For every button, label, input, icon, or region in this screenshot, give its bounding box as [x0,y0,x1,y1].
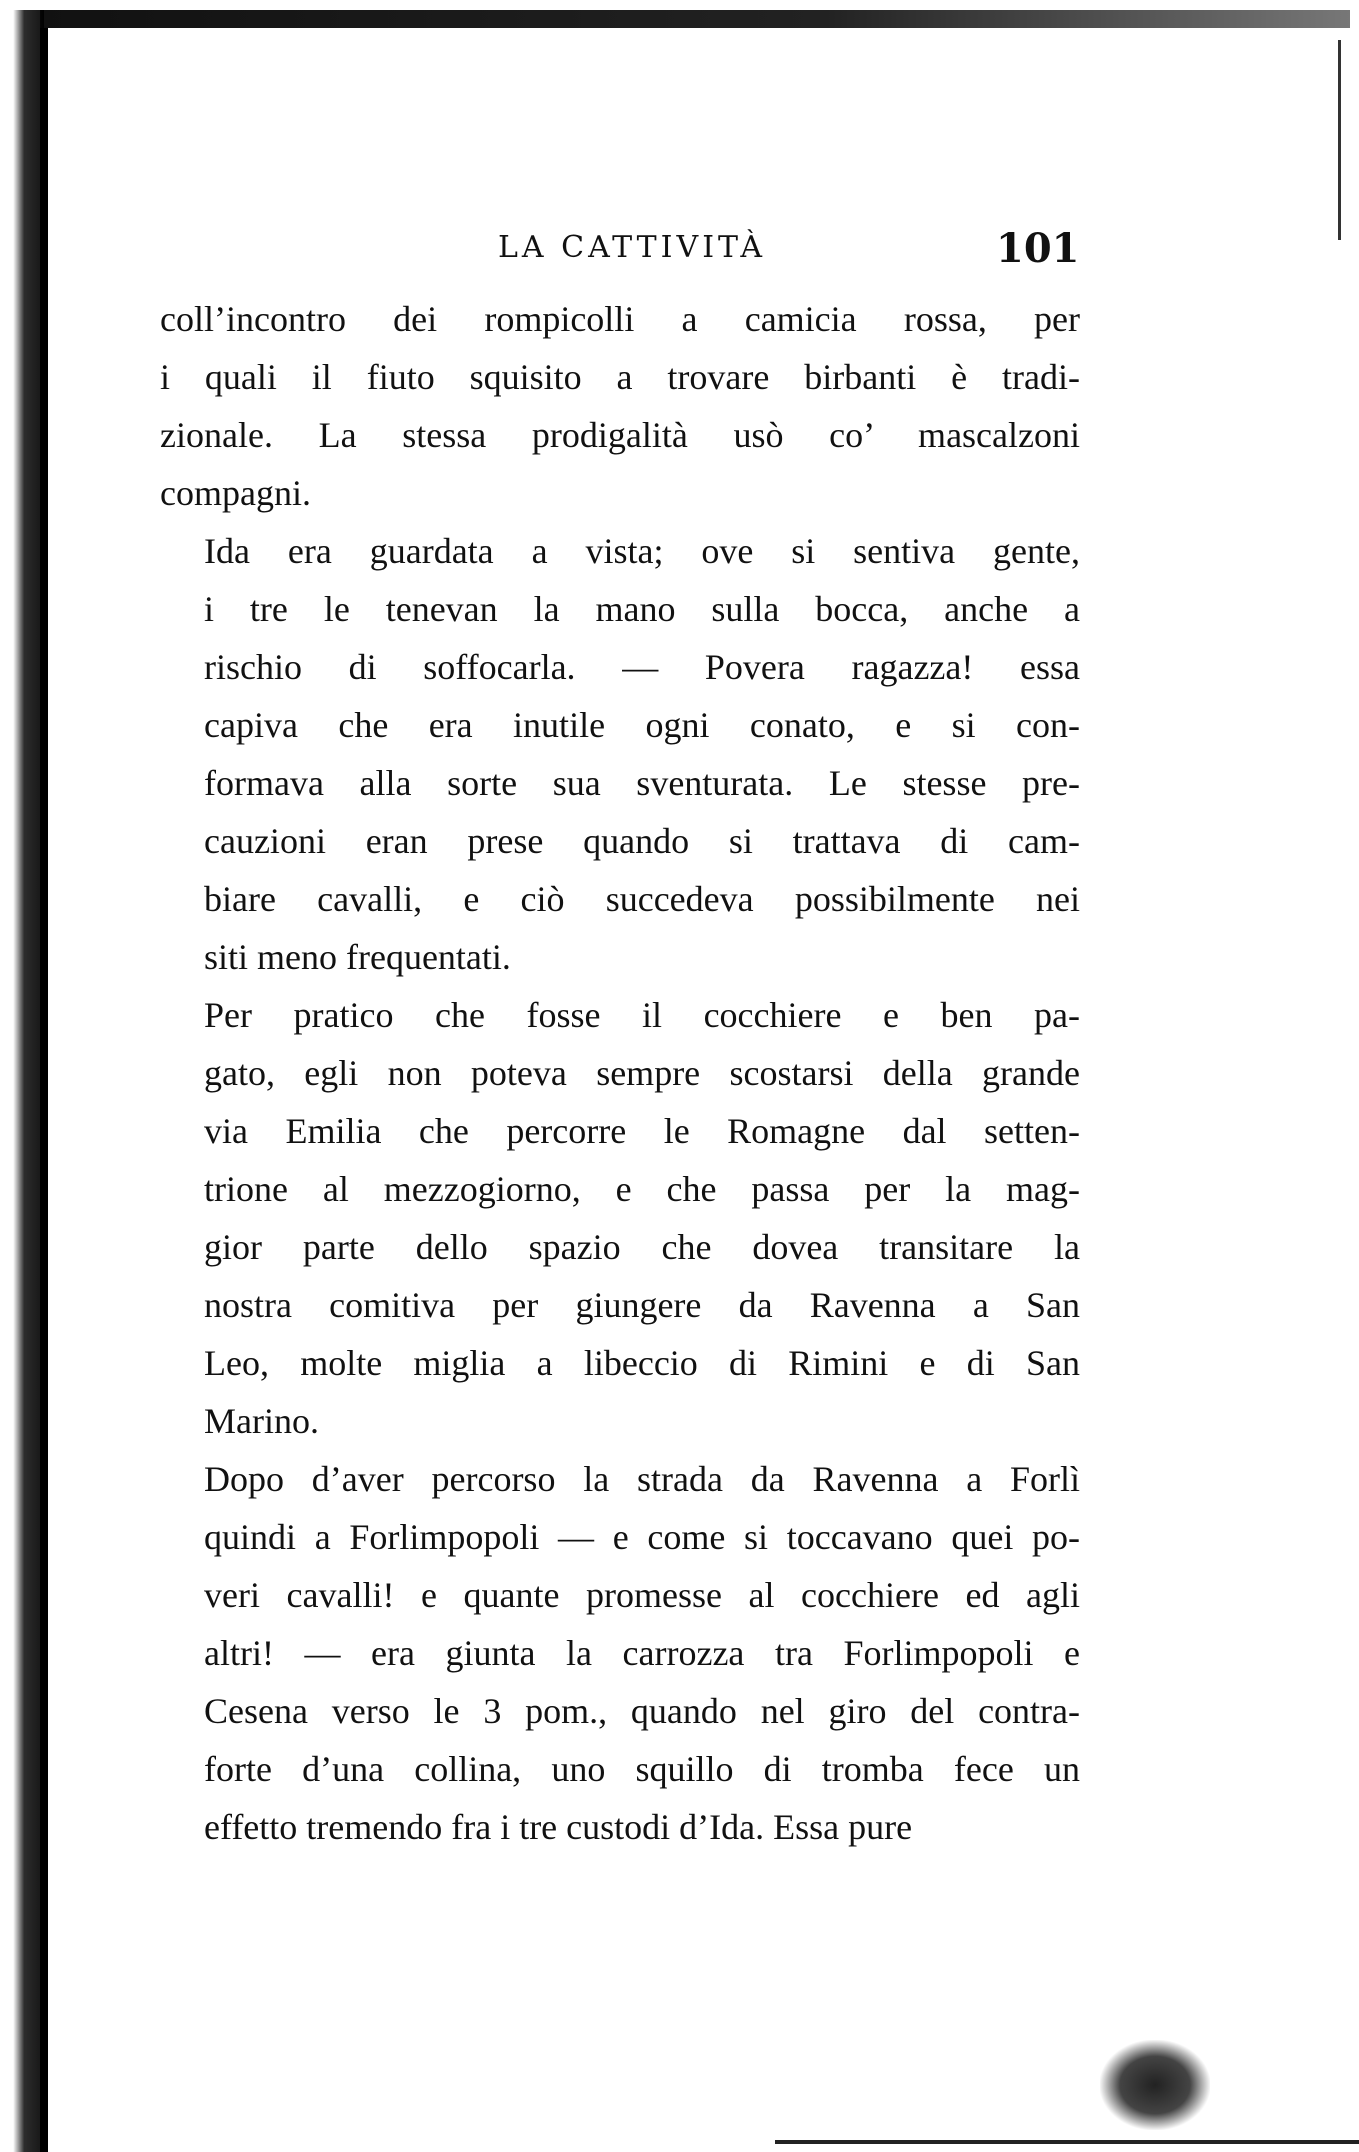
text-line: coll’incontro dei rompicolli a camicia rossa, per [160,299,1080,339]
text-line: compagni. [160,473,311,513]
paragraph [160,986,1080,1450]
text-line: rischio di soffocarla. — Povera ragazza! essa [204,647,1080,687]
running-head [160,225,1080,275]
text-line: quindi a Forlimpopoli — e come si toccavano quei po- [204,1517,1080,1557]
running-head-title: LA CATTIVITÀ [498,230,767,265]
text-line: Leo, molte miglia a libeccio di Rimini e di San [204,1343,1080,1383]
text-line: i quali il fiuto squisito a trovare birbanti è tradi- [160,357,1080,397]
text-line: i tre le tenevan la mano sulla bocca, anche a [204,589,1080,629]
body-text [160,290,1080,1856]
text-line: gato, egli non poteva sempre scostarsi della grande [204,1053,1080,1093]
text-line: forte d’una collina, uno squillo di tromba fece un [204,1749,1080,1789]
text-line: effetto tremendo fra i tre custodi d’Ida. Essa pure [204,1807,913,1847]
text-line: siti meno frequentati. [204,937,511,977]
text-line: Dopo d’aver percorso la strada da Ravenna a Forlì [204,1459,1080,1499]
text-line: Per pratico che fosse il cocchiere e ben pa- [204,995,1080,1035]
page-number: 101 [996,225,1080,272]
ink-smudge [1100,2040,1210,2130]
text-line: gior parte dello spazio che dovea transitare la [204,1227,1080,1267]
text-line: trione al mezzogiorno, e che passa per la mag- [204,1169,1080,1209]
paragraph [160,522,1080,986]
text-line: Cesena verso le 3 pom., quando nel giro del contra- [204,1691,1080,1731]
text-line: via Emilia che percorre le Romagne dal setten- [204,1111,1080,1151]
paragraph [160,1450,1080,1856]
scan-bottom-border [775,2140,1359,2144]
text-line: veri cavalli! e quante promesse al cocchiere ed agli [204,1575,1080,1615]
paragraph [160,290,1080,522]
text-line: zionale. La stessa prodigalità usò co’ mascalzoni [160,415,1080,455]
scan-top-border [40,10,1350,28]
text-line: cauzioni eran prese quando si trattava di cam- [204,821,1080,861]
scan-right-mark [1338,40,1345,240]
text-line: Marino. [204,1401,319,1441]
text-line: altri! — era giunta la carrozza tra Forlimpopoli e [204,1633,1080,1673]
text-line: nostra comitiva per giungere da Ravenna a San [204,1285,1080,1325]
scan-left-rule [40,28,48,2152]
scan-left-edge [0,10,44,2152]
text-line: biare cavalli, e ciò succedeva possibilmente nei [204,879,1080,919]
text-line: capiva che era inutile ogni conato, e si con- [204,705,1080,745]
text-line: formava alla sorte sua sventurata. Le stesse pre- [204,763,1080,803]
text-line: Ida era guardata a vista; ove si sentiva gente, [204,531,1080,571]
